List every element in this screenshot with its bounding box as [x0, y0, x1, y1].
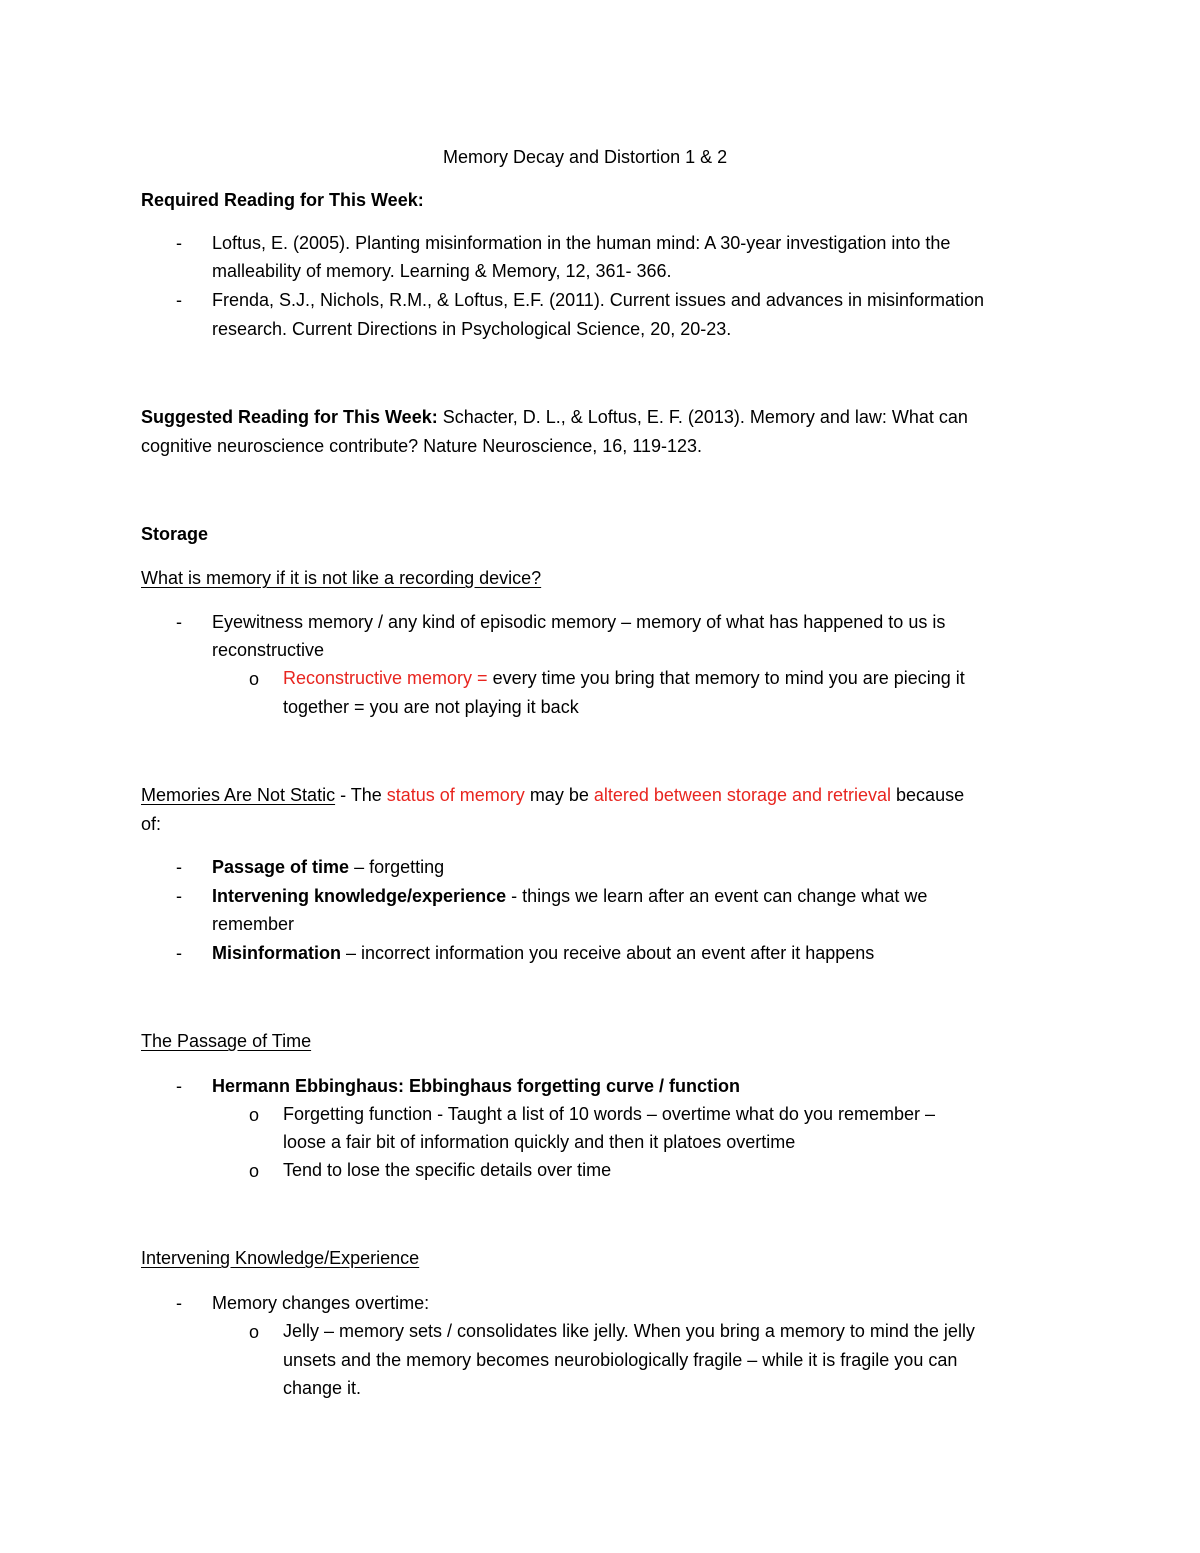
sub-bullet: o [249, 1105, 260, 1125]
sub-list-item: Forgetting function - Taught a list of 10 words – overtime what do you remember – [283, 1104, 935, 1124]
list-item: reconstructive [212, 640, 325, 660]
sub-bullet: o [249, 1161, 260, 1181]
suggested-reading-text: cognitive neuroscience contribute? Nature Neuroscience, 16, 119-123. [141, 436, 703, 456]
dash-bullet: - [176, 233, 182, 253]
list-item: Hermann Ebbinghaus: Ebbinghaus forgetting curve / function [212, 1076, 741, 1096]
section-heading-passage-of-time: The Passage of Time [141, 1031, 312, 1051]
body-text: may be [524, 785, 594, 805]
highlighted-term: altered between storage and retrieval [593, 785, 892, 805]
dash-bullet: - [176, 612, 182, 632]
highlighted-term: Reconstructive memory = [283, 668, 488, 688]
sub-list-item: loose a fair bit of information quickly and then it platoes overtime [283, 1132, 796, 1152]
suggested-reading-text: Schacter, D. L., & Loftus, E. F. (2013). Memory and law: What can [437, 407, 968, 427]
list-item-term: Intervening knowledge/experience [212, 886, 507, 906]
suggested-reading-heading: Suggested Reading for This Week: [141, 407, 438, 427]
sub-list-item [283, 667, 965, 689]
list-item-term: Misinformation [212, 943, 341, 963]
required-reading-heading: Required Reading for This Week: [141, 190, 424, 210]
list-item-text: - things we learn after an event can change what we [506, 886, 928, 906]
list-item [212, 885, 927, 907]
reference-line: malleability of memory. Learning & Memory, 12, 361- 366. [212, 261, 672, 281]
body-text: - The [335, 785, 387, 805]
sub-list-text: every time you bring that memory to mind you are piecing it [487, 668, 965, 688]
section-heading-storage: Storage [141, 524, 209, 544]
list-item-term: Passage of time [212, 857, 350, 877]
dash-bullet: - [176, 290, 182, 310]
section-heading-intervening: Intervening Knowledge/Experience [141, 1248, 420, 1268]
sub-list-item: Tend to lose the specific details over time [283, 1160, 612, 1180]
sub-bullet: o [249, 1322, 260, 1342]
reference-line: research. Current Directions in Psychological Science, 20, 20-23. [212, 319, 732, 339]
list-item-text: – forgetting [349, 857, 445, 877]
sub-list-item: change it. [283, 1378, 362, 1398]
suggested-reading-line [141, 406, 968, 428]
reference-line: Loftus, E. (2005). Planting misinformation in the human mind: A 30-year investigation into the [212, 233, 951, 253]
dash-bullet: - [176, 1293, 182, 1313]
highlighted-term: status of memory [386, 785, 525, 805]
section-heading-not-static: Memories Are Not Static [141, 785, 336, 805]
sub-bullet: o [249, 669, 260, 689]
dash-bullet: - [176, 943, 182, 963]
dash-bullet: - [176, 1076, 182, 1096]
list-item [212, 942, 874, 964]
body-text: because [891, 785, 965, 805]
document-title: Memory Decay and Distortion 1 & 2 [443, 147, 728, 167]
list-item-text: – incorrect information you receive about an event after it happens [341, 943, 875, 963]
list-item: remember [212, 914, 295, 934]
dash-bullet: - [176, 886, 182, 906]
body-text: of: [141, 814, 162, 834]
reference-line: Frenda, S.J., Nichols, R.M., & Loftus, E.F. (2011). Current issues and advances in misinformation [212, 290, 984, 310]
list-item [212, 856, 444, 878]
list-item: Memory changes overtime: [212, 1293, 430, 1313]
sub-list-item: Jelly – memory sets / consolidates like jelly. When you bring a memory to mind the jelly [283, 1321, 975, 1341]
not-static-line [141, 784, 964, 806]
sub-list-item: together = you are not playing it back [283, 697, 579, 717]
list-item: Eyewitness memory / any kind of episodic memory – memory of what has happened to us is [212, 612, 946, 632]
dash-bullet: - [176, 857, 182, 877]
storage-subheading: What is memory if it is not like a recording device? [141, 568, 542, 588]
sub-list-item: unsets and the memory becomes neurobiologically fragile – while it is fragile you can [283, 1350, 958, 1370]
